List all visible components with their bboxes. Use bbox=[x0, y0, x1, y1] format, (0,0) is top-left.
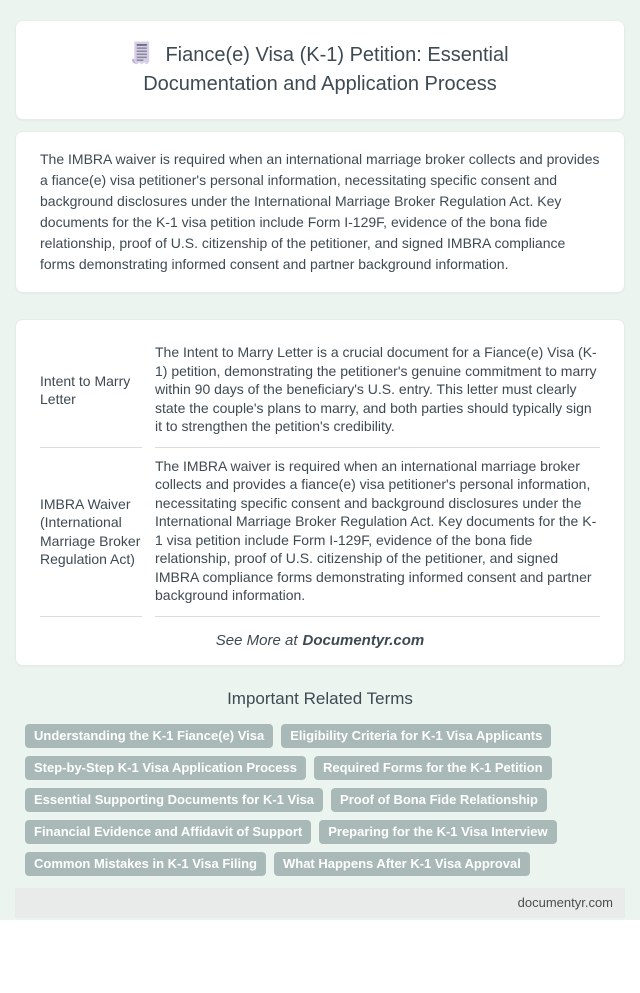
footer-bar bbox=[15, 888, 625, 918]
related-term-tag[interactable]: Essential Supporting Documents for K-1 Visa bbox=[25, 788, 323, 812]
glossary-description: The IMBRA waiver is required when an international marriage broker collects and provides a fiance(e) visa petitioner's personal information, necessitating specific consent and background disclosures under the International Marriage Broker Regulation Act. Key documents for the K-1 visa petition include Form I-129F, evidence of the bona fide relationship, proof of U.S. citizenship of the petitioner, and signed IMBRA compliance forms demonstrating informed consent and partner background information. bbox=[155, 448, 600, 617]
related-term-tag[interactable]: Required Forms for the K-1 Petition bbox=[314, 756, 552, 780]
related-term-tag[interactable]: Preparing for the K-1 Visa Interview bbox=[319, 820, 556, 844]
footer-site-label: documentyr.com bbox=[517, 894, 613, 910]
summary-card bbox=[15, 131, 625, 293]
related-term-tag[interactable]: Eligibility Criteria for K-1 Visa Applicants bbox=[281, 724, 551, 748]
related-term-tag[interactable]: Common Mistakes in K-1 Visa Filing bbox=[25, 852, 266, 876]
glossary-term: IMBRA Waiver (International Marriage Broker Regulation Act) bbox=[40, 448, 142, 617]
related-term-tag[interactable]: Proof of Bona Fide Relationship bbox=[331, 788, 547, 812]
glossary-row bbox=[40, 334, 600, 448]
related-term-tag[interactable]: Understanding the K-1 Fiance(e) Visa bbox=[25, 724, 273, 748]
glossary-card bbox=[15, 319, 625, 666]
related-term-tag[interactable]: What Happens After K-1 Visa Approval bbox=[274, 852, 530, 876]
summary-text: The IMBRA waiver is required when an international marriage broker collects and provides a fiance(e) visa petitioner's personal information, necessitating specific consent and background disclosures under the International Marriage Broker Regulation Act. Key documents for the K-1 visa petition include Form I-129F, evidence of the bona fide relationship, proof of U.S. citizenship of the petitioner, and signed IMBRA compliance forms demonstrating informed consent and partner background information. bbox=[40, 151, 600, 272]
receipt-icon bbox=[131, 41, 152, 67]
glossary-description: The Intent to Marry Letter is a crucial document for a Fiance(e) Visa (K-1) petition, demonstrating the petitioner's genuine commitment to marry within 90 days of the beneficiary's U.S. entry. This letter must clearly state the couple's plans to marry, and both parties should typically sign it to strengthen the petition's credibility. bbox=[155, 334, 600, 448]
title-card bbox=[15, 20, 625, 120]
related-terms-list bbox=[25, 724, 615, 876]
brand-link[interactable]: Documentyr.com bbox=[302, 631, 425, 649]
page-title bbox=[70, 41, 570, 99]
see-more-line bbox=[40, 632, 600, 649]
glossary-row bbox=[40, 448, 600, 617]
related-term-tag[interactable]: Step-by-Step K-1 Visa Application Process bbox=[25, 756, 306, 780]
related-term-tag[interactable]: Financial Evidence and Affidavit of Support bbox=[25, 820, 311, 844]
see-more-text: See More at bbox=[215, 631, 298, 649]
glossary-term: Intent to Marry Letter bbox=[40, 334, 142, 448]
page-title-text: Fiance(e) Visa (K-1) Petition: Essential Documentation and Application Process bbox=[143, 44, 509, 95]
related-terms-heading: Important Related Terms bbox=[227, 688, 413, 708]
